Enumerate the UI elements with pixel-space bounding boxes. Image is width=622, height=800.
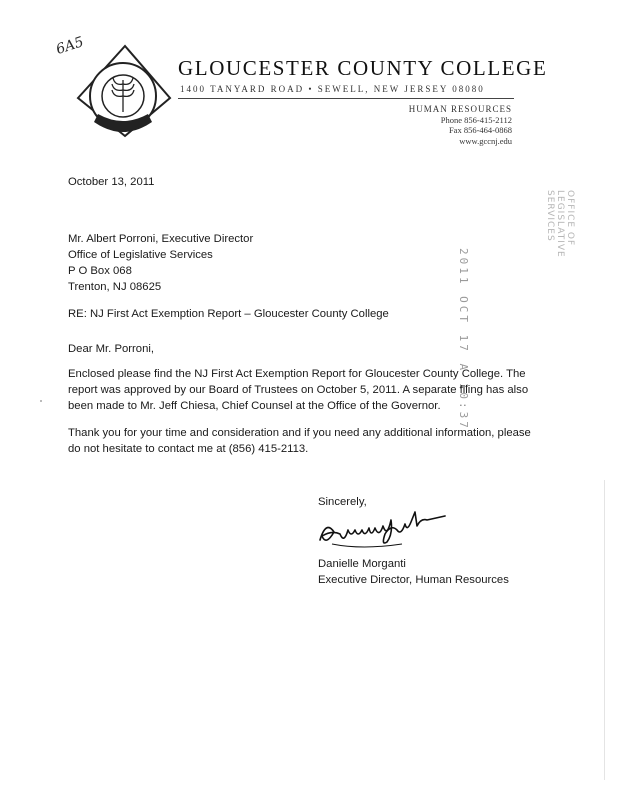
salutation: Dear Mr. Porroni, bbox=[68, 343, 155, 355]
scan-speck bbox=[40, 400, 42, 402]
letterhead-rule bbox=[178, 98, 514, 99]
recipient-address-block bbox=[68, 231, 253, 295]
recipient-line: Office of Legislative Services bbox=[68, 249, 213, 261]
handwritten-signature bbox=[312, 508, 462, 558]
paragraph-line: report was approved by our Board of Trustees on October 5, 2011. A separate filing has also bbox=[68, 384, 529, 396]
college-address: 1400 TANYARD ROAD • SEWELL, NEW JERSEY 08080 bbox=[180, 84, 485, 94]
received-date-stamp: 2011 OCT 17 A 10:37 bbox=[457, 248, 470, 431]
department-contact-block bbox=[409, 104, 512, 146]
handwritten-note: 6A5 bbox=[54, 34, 86, 58]
college-name-heading: GLOUCESTER COUNTY COLLEGE bbox=[178, 56, 548, 80]
body-paragraph-2 bbox=[68, 425, 538, 457]
paragraph-line: Thank you for your time and consideration and if you need any additional information, please bbox=[68, 427, 531, 439]
recipient-line: P O Box 068 bbox=[68, 265, 132, 277]
paragraph-line: Enclosed please find the NJ First Act Exemption Report for Gloucester County College. The bbox=[68, 368, 526, 380]
received-office-stamp: OFFICE OF LEGISLATIVE SERVICES bbox=[545, 190, 575, 258]
closing: Sincerely, bbox=[318, 496, 367, 508]
recipient-line: Trenton, NJ 08625 bbox=[68, 281, 162, 293]
signer-name: Danielle Morganti bbox=[318, 558, 406, 570]
scan-speck bbox=[604, 480, 605, 780]
college-seal-logo bbox=[70, 40, 175, 140]
phone-number: Phone 856-415-2112 bbox=[440, 114, 512, 125]
fax-number: Fax 856-464-0868 bbox=[448, 125, 512, 135]
letter-date: October 13, 2011 bbox=[68, 176, 155, 188]
body-paragraph-1 bbox=[68, 366, 538, 414]
paragraph-line: been made to Mr. Jeff Chiesa, Chief Counsel at the Office of the Governor. bbox=[68, 400, 441, 412]
website: www.gccnj.edu bbox=[459, 135, 512, 146]
paragraph-line: do not hesitate to contact me at (856) 415-2113. bbox=[68, 443, 309, 455]
recipient-line: Mr. Albert Porroni, Executive Director bbox=[68, 233, 254, 245]
department-name: HUMAN RESOURCES bbox=[408, 104, 512, 114]
signer-title: Executive Director, Human Resources bbox=[318, 574, 509, 586]
subject-line: RE: NJ First Act Exemption Report – Gloucester County College bbox=[68, 308, 389, 320]
